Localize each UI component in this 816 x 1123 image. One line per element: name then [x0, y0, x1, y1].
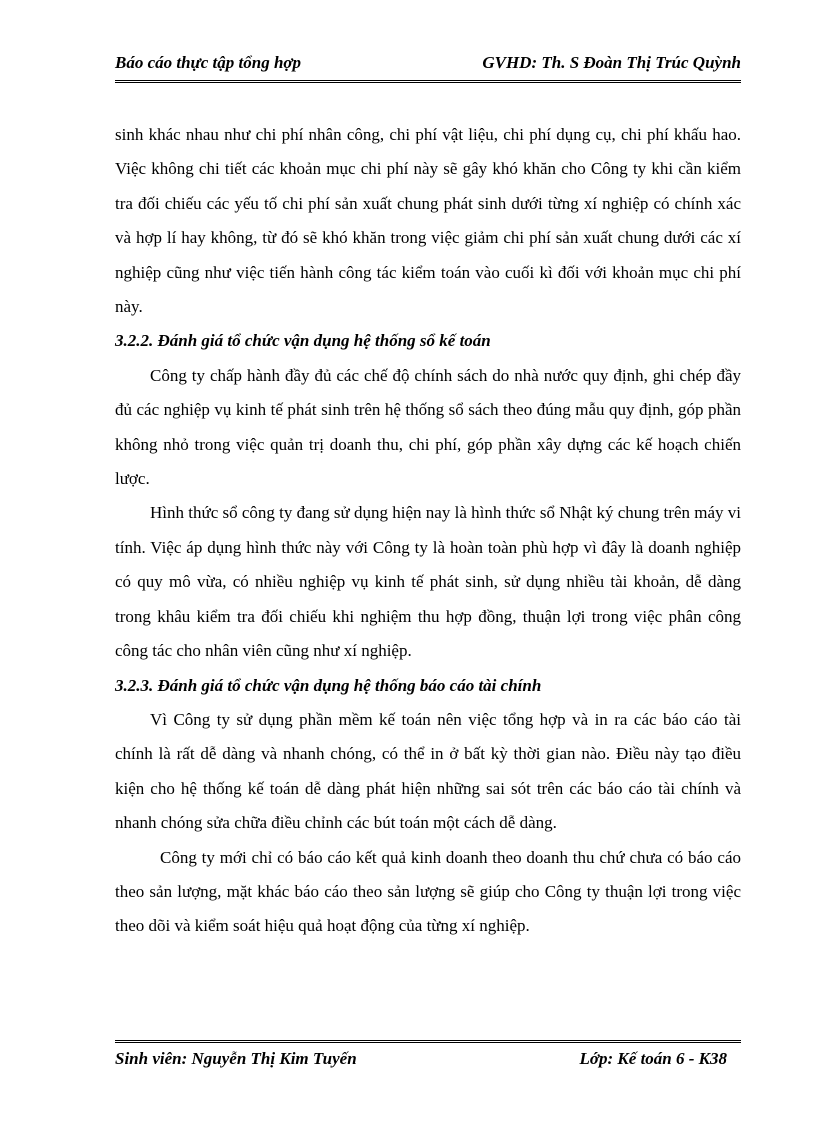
paragraph-business-results: Công ty mới chỉ có báo cáo kết quả kinh doanh theo doanh thu chứ chưa có báo cáo theo sản lượng, mặt khác báo cáo theo sản lượng sẽ giúp cho Công ty thuận lợi trong việc theo dõi và kiểm soát hiệu quả hoạt động của từng xí nghiệp.: [115, 847, 741, 936]
page-footer: [115, 1040, 741, 1075]
paragraph-compliance: Công ty chấp hành đầy đủ các chế độ chính sách do nhà nước quy định, ghi chép đầy đủ các nghiệp vụ kinh tế phát sinh trên hệ thống sổ sách theo đúng mẫu quy định, góp phần không nhỏ trong việc quản trị doanh thu, chi phí, góp phần xây dựng các kế hoạch chiến lược.: [115, 365, 741, 489]
document-body: [115, 118, 741, 944]
footer-class: Lớp: Kế toán 6 - K38: [579, 1049, 727, 1068]
page-header: [115, 50, 741, 83]
paragraph-continuation: sinh khác nhau như chi phí nhân công, chi phí vật liệu, chi phí dụng cụ, chi phí khấu hao. Việc không chi tiết các khoản mục chi phí này sẽ gây khó khăn cho Công ty khi cần kiểm tra đối chiếu các yếu tố chi phí sản xuất chung phát sinh dưới từng xí nghiệp có chính xác và hợp lí hay không, từ đó sẽ khó khăn trong việc giảm chi phí sản xuất chung dưới các xí nghiệp cũng như việc tiến hành công tác kiểm toán vào cuối kì đối với khoản mục chi phí này.: [115, 125, 741, 317]
paragraph-ledger-form: Hình thức sổ công ty đang sử dụng hiện nay là hình thức sổ Nhật ký chung trên máy vi tính. Việc áp dụng hình thức này với Công ty là hoàn toàn phù hợp vì đây là doanh nghiệp có quy mô vừa, có nhiều nghiệp vụ kinh tế phát sinh, sử dụng nhiều tài khoản, dễ dàng trong khâu kiểm tra đối chiếu khi nghiệm thu hợp đồng, thuận lợi trong việc phân công công tác cho nhân viên cũng như xí nghiệp.: [115, 503, 741, 661]
header-supervisor: GVHD: Th. S Đoàn Thị Trúc Quỳnh: [482, 53, 741, 72]
paragraph-accounting-software: Vì Công ty sử dụng phần mềm kế toán nên việc tổng hợp và in ra các báo cáo tài chính là rất dễ dàng và nhanh chóng, có thể in ở bất kỳ thời gian nào. Điều này tạo điều kiện cho hệ thống kế toán dễ dàng phát hiện những sai sót trên các báo cáo tài chính và nhanh chóng sửa chữa điều chỉnh các bút toán một cách dễ dàng.: [115, 709, 741, 833]
header-report-title: Báo cáo thực tập tổng hợp: [115, 53, 302, 72]
section-heading-3-2-3: 3.2.3. Đánh giá tổ chức vận dụng hệ thống báo cáo tài chính: [115, 675, 542, 695]
section-heading-3-2-2: 3.2.2. Đánh giá tổ chức vận dụng hệ thống sổ kế toán: [115, 331, 491, 351]
footer-student-name: Sinh viên: Nguyễn Thị Kim Tuyến: [115, 1049, 357, 1068]
